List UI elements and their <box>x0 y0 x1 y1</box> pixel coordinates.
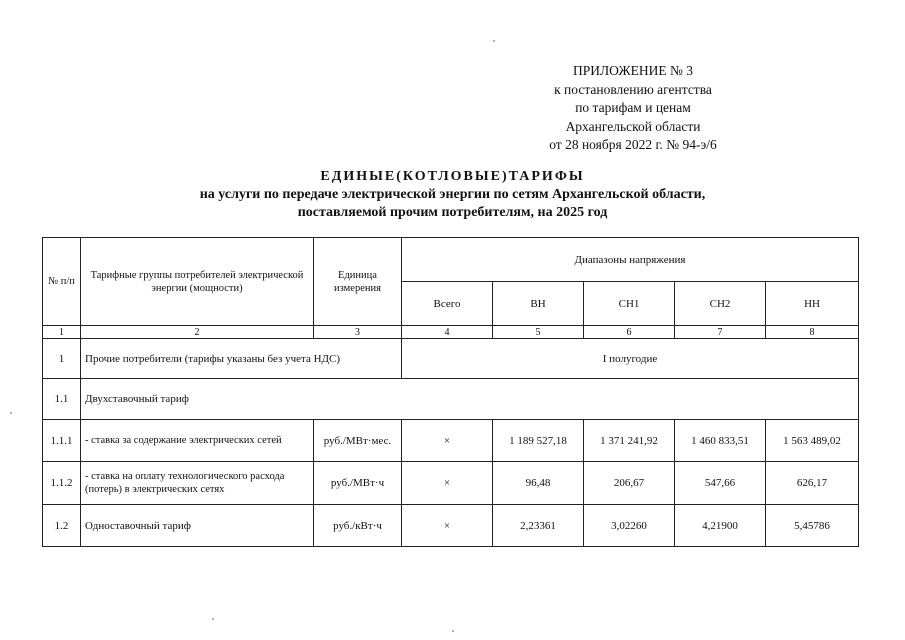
tariff-table <box>42 237 859 547</box>
col-number: 1 <box>43 326 81 339</box>
cell-vn: 1 189 527,18 <box>493 420 584 462</box>
appendix-date: от 28 ноября 2022 г. № 94-э/6 <box>549 137 717 152</box>
appendix-title: ПРИЛОЖЕНИЕ № 3 <box>572 63 694 78</box>
row-unit: руб./МВт·мес. <box>314 420 402 462</box>
scan-speck <box>493 40 495 42</box>
cell-nn: 626,17 <box>766 462 859 505</box>
appendix-line: по тарифам и ценам <box>575 100 691 115</box>
cell-sn2: 547,66 <box>675 462 766 505</box>
scan-speck <box>10 412 12 414</box>
header-vn: ВН <box>493 282 584 326</box>
cell-sn2: 1 460 833,51 <box>675 420 766 462</box>
col-number: 8 <box>766 326 859 339</box>
col-number: 2 <box>81 326 314 339</box>
header-ranges: Диапазоны напряжения <box>402 238 859 282</box>
table-row <box>43 420 859 462</box>
col-number: 7 <box>675 326 766 339</box>
title-subtitle-2: поставляемой прочим потребителям, на 2025 год <box>297 205 608 220</box>
table-row <box>43 462 859 505</box>
row-name: Двухставочный тариф <box>81 379 859 420</box>
header-num: № п/п <box>43 238 81 326</box>
row-name: Одноставочный тариф <box>81 505 314 547</box>
col-number: 6 <box>584 326 675 339</box>
row-num: 1.1 <box>43 379 81 420</box>
header-total: Всего <box>402 282 493 326</box>
appendix-line: к постановлению агентства <box>554 81 712 97</box>
row-num: 1.1.1 <box>43 420 81 462</box>
cell-total: × <box>402 420 493 462</box>
cell-total: × <box>402 462 493 505</box>
cell-vn: 2,23361 <box>493 505 584 547</box>
cell-vn: 96,48 <box>493 462 584 505</box>
table-row <box>43 379 859 420</box>
scan-speck <box>452 630 454 632</box>
document-title <box>0 168 905 222</box>
col-number: 3 <box>314 326 402 339</box>
col-number: 4 <box>402 326 493 339</box>
cell-nn: 5,45786 <box>766 505 859 547</box>
scan-speck <box>212 618 214 620</box>
cell-sn1: 3,02260 <box>584 505 675 547</box>
cell-total: × <box>402 505 493 547</box>
title-main: ЕДИНЫЕ(КОТЛОВЫЕ)ТАРИФЫ <box>320 169 585 184</box>
row-unit: руб./кВт·ч <box>314 505 402 547</box>
header-group: Тарифные группы потребителей электрической энергии (мощности) <box>81 238 314 326</box>
cell-sn1: 1 371 241,92 <box>584 420 675 462</box>
row-num: 1.2 <box>43 505 81 547</box>
appendix-header <box>513 62 753 155</box>
title-subtitle: на услуги по передаче электрической энергии по сетям Архангельской области, <box>199 187 706 202</box>
row-num: 1.1.2 <box>43 462 81 505</box>
table-row <box>43 339 859 379</box>
cell-sn1: 206,67 <box>584 462 675 505</box>
cell-nn: 1 563 489,02 <box>766 420 859 462</box>
header-unit: Единица измерения <box>314 238 402 326</box>
row-period: I полугодие <box>402 339 859 379</box>
header-sn1: СН1 <box>584 282 675 326</box>
table-row <box>43 505 859 547</box>
col-number: 5 <box>493 326 584 339</box>
cell-sn2: 4,21900 <box>675 505 766 547</box>
row-num: 1 <box>43 339 81 379</box>
row-name: - ставка на оплату технологического расхода (потерь) в электрических сетях <box>81 462 314 505</box>
appendix-line: Архангельской области <box>565 118 701 134</box>
row-name: Прочие потребители (тарифы указаны без учета НДС) <box>81 339 402 379</box>
header-sn2: СН2 <box>675 282 766 326</box>
row-name: - ставка за содержание электрических сетей <box>81 420 314 462</box>
header-nn: НН <box>766 282 859 326</box>
row-unit: руб./МВт·ч <box>314 462 402 505</box>
